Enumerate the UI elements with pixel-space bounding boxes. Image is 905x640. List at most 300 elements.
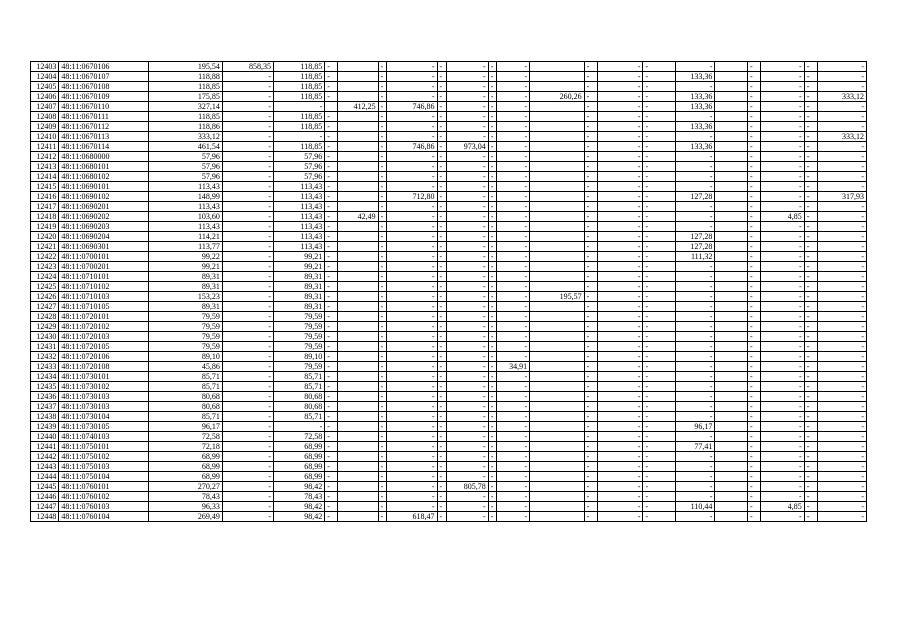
value-cell: - <box>387 442 437 452</box>
table-row <box>31 382 867 392</box>
value-cell: - <box>584 262 597 272</box>
value-cell: - <box>222 122 273 132</box>
table-row <box>31 442 867 452</box>
value-cell: - <box>488 182 497 192</box>
value-cell: - <box>643 92 676 102</box>
value-cell: 110,44 <box>676 502 715 512</box>
value-cell: 79,59 <box>274 312 325 322</box>
row-number-cell: 12443 <box>31 462 59 472</box>
value-cell: 96,17 <box>148 422 222 432</box>
value-cell: - <box>378 502 387 512</box>
value-cell: - <box>378 252 387 262</box>
value-cell <box>338 332 378 342</box>
value-cell: 68,99 <box>274 442 325 452</box>
value-cell <box>338 372 378 382</box>
value-cell: - <box>643 292 676 302</box>
value-cell: 118,86 <box>148 122 222 132</box>
value-cell: - <box>643 102 676 112</box>
value-cell: - <box>437 142 447 152</box>
value-cell: - <box>817 252 866 262</box>
value-cell: - <box>447 152 488 162</box>
value-cell: - <box>676 62 715 72</box>
cadastral-number-cell: 48:11:0720101 <box>59 312 148 322</box>
value-cell: - <box>676 492 715 502</box>
value-cell: - <box>597 122 643 132</box>
value-cell: 79,59 <box>274 362 325 372</box>
value-cell: 195,57 <box>530 292 584 302</box>
value-cell <box>715 342 748 352</box>
value-cell: 85,71 <box>148 372 222 382</box>
value-cell: - <box>488 82 497 92</box>
value-cell: - <box>817 322 866 332</box>
value-cell: - <box>447 332 488 342</box>
value-cell: - <box>325 202 338 212</box>
value-cell: 68,99 <box>274 452 325 462</box>
value-cell <box>338 272 378 282</box>
value-cell: - <box>447 442 488 452</box>
value-cell: - <box>378 272 387 282</box>
value-cell: - <box>488 252 497 262</box>
table-row <box>31 282 867 292</box>
cadastral-number-cell: 48:11:0690301 <box>59 242 148 252</box>
row-number-cell: 12428 <box>31 312 59 322</box>
value-cell: 99,21 <box>274 262 325 272</box>
value-cell: - <box>748 62 761 72</box>
value-cell: 68,99 <box>274 472 325 482</box>
value-cell: - <box>817 392 866 402</box>
value-cell: 103,60 <box>148 212 222 222</box>
value-cell: - <box>222 422 273 432</box>
value-cell: - <box>643 282 676 292</box>
value-cell: - <box>378 242 387 252</box>
value-cell: - <box>597 262 643 272</box>
value-cell <box>715 312 748 322</box>
value-cell: - <box>488 342 497 352</box>
value-cell: - <box>378 402 387 412</box>
row-number-cell: 12409 <box>31 122 59 132</box>
value-cell: - <box>437 182 447 192</box>
value-cell <box>530 122 584 132</box>
value-cell: 175,85 <box>148 92 222 102</box>
value-cell <box>338 362 378 372</box>
row-number-cell: 12435 <box>31 382 59 392</box>
value-cell: 80,68 <box>148 402 222 412</box>
value-cell: - <box>387 342 437 352</box>
value-cell: - <box>447 392 488 402</box>
value-cell: - <box>447 242 488 252</box>
value-cell: - <box>761 152 805 162</box>
value-cell: - <box>437 452 447 462</box>
value-cell <box>715 492 748 502</box>
table-row <box>31 242 867 252</box>
value-cell: - <box>804 402 817 412</box>
value-cell: - <box>437 492 447 502</box>
value-cell: - <box>817 232 866 242</box>
value-cell: - <box>643 112 676 122</box>
value-cell: - <box>761 202 805 212</box>
value-cell: - <box>584 152 597 162</box>
value-cell: - <box>597 332 643 342</box>
value-cell: - <box>497 142 530 152</box>
cadastral-number-cell: 48:11:0670107 <box>59 72 148 82</box>
value-cell: - <box>817 442 866 452</box>
value-cell: - <box>676 382 715 392</box>
cadastral-number-cell: 48:11:0670113 <box>59 132 148 142</box>
value-cell: 133,36 <box>676 122 715 132</box>
value-cell: - <box>325 262 338 272</box>
value-cell: 98,42 <box>274 482 325 492</box>
value-cell: - <box>748 222 761 232</box>
value-cell <box>715 172 748 182</box>
value-cell: - <box>325 382 338 392</box>
value-cell: - <box>497 202 530 212</box>
value-cell: - <box>387 352 437 362</box>
value-cell: - <box>676 472 715 482</box>
value-cell: - <box>222 282 273 292</box>
value-cell: - <box>584 62 597 72</box>
value-cell: - <box>584 282 597 292</box>
value-cell: - <box>817 482 866 492</box>
value-cell: - <box>497 112 530 122</box>
value-cell: - <box>597 82 643 92</box>
value-cell: - <box>325 72 338 82</box>
value-cell: - <box>676 402 715 412</box>
value-cell: - <box>597 442 643 452</box>
value-cell: - <box>378 172 387 182</box>
value-cell: - <box>597 102 643 112</box>
row-number-cell: 12413 <box>31 162 59 172</box>
value-cell: - <box>748 72 761 82</box>
value-cell: - <box>748 432 761 442</box>
value-cell: - <box>804 482 817 492</box>
value-cell: - <box>817 472 866 482</box>
value-cell: - <box>748 202 761 212</box>
value-cell: 270,27 <box>148 482 222 492</box>
cadastral-number-cell: 48:11:0750104 <box>59 472 148 482</box>
value-cell: - <box>748 472 761 482</box>
value-cell: - <box>387 112 437 122</box>
value-cell: - <box>761 442 805 452</box>
value-cell: - <box>643 352 676 362</box>
value-cell <box>530 302 584 312</box>
value-cell: - <box>378 232 387 242</box>
value-cell: - <box>222 202 273 212</box>
value-cell: 85,71 <box>148 382 222 392</box>
value-cell: - <box>447 512 488 522</box>
value-cell: - <box>488 222 497 232</box>
cadastral-number-cell: 48:11:0670110 <box>59 102 148 112</box>
value-cell: - <box>748 462 761 472</box>
table-row <box>31 252 867 262</box>
value-cell: - <box>676 372 715 382</box>
value-cell: - <box>584 132 597 142</box>
value-cell: - <box>387 282 437 292</box>
table-row <box>31 372 867 382</box>
value-cell: - <box>488 72 497 82</box>
value-cell: - <box>497 282 530 292</box>
value-cell: - <box>804 292 817 302</box>
cadastral-number-cell: 48:11:0690102 <box>59 192 148 202</box>
value-cell: 111,32 <box>676 252 715 262</box>
value-cell: - <box>497 182 530 192</box>
table-row <box>31 262 867 272</box>
value-cell: - <box>676 512 715 522</box>
value-cell: - <box>643 242 676 252</box>
value-cell: - <box>804 202 817 212</box>
value-cell: 57,96 <box>274 172 325 182</box>
value-cell: - <box>643 202 676 212</box>
value-cell: - <box>643 192 676 202</box>
value-cell: - <box>676 212 715 222</box>
value-cell: - <box>447 222 488 232</box>
row-number-cell: 12431 <box>31 342 59 352</box>
value-cell: - <box>378 292 387 302</box>
value-cell: - <box>676 362 715 372</box>
row-number-cell: 12404 <box>31 72 59 82</box>
value-cell <box>530 62 584 72</box>
value-cell <box>715 112 748 122</box>
value-cell: - <box>497 392 530 402</box>
value-cell: - <box>761 402 805 412</box>
value-cell: - <box>437 152 447 162</box>
value-cell <box>338 412 378 422</box>
value-cell: - <box>676 342 715 352</box>
value-cell: - <box>761 242 805 252</box>
value-cell: - <box>378 212 387 222</box>
value-cell <box>338 82 378 92</box>
value-cell: 89,31 <box>274 292 325 302</box>
value-cell: - <box>447 372 488 382</box>
value-cell: - <box>378 432 387 442</box>
value-cell: - <box>222 402 273 412</box>
value-cell: 746,86 <box>387 102 437 112</box>
value-cell: 113,77 <box>148 242 222 252</box>
value-cell <box>715 152 748 162</box>
value-cell: - <box>643 222 676 232</box>
value-cell: - <box>387 72 437 82</box>
row-number-cell: 12433 <box>31 362 59 372</box>
value-cell: - <box>497 212 530 222</box>
value-cell <box>530 182 584 192</box>
value-cell: - <box>584 422 597 432</box>
row-number-cell: 12440 <box>31 432 59 442</box>
table-row <box>31 122 867 132</box>
value-cell <box>715 132 748 142</box>
value-cell <box>530 272 584 282</box>
value-cell: - <box>378 482 387 492</box>
value-cell: - <box>643 322 676 332</box>
value-cell: - <box>817 182 866 192</box>
value-cell: - <box>378 72 387 82</box>
value-cell: 89,31 <box>148 302 222 312</box>
value-cell: - <box>761 362 805 372</box>
value-cell: - <box>325 282 338 292</box>
value-cell: 72,58 <box>274 432 325 442</box>
value-cell: - <box>488 392 497 402</box>
value-cell: - <box>488 62 497 72</box>
value-cell: - <box>817 142 866 152</box>
value-cell: - <box>804 312 817 322</box>
value-cell: 113,43 <box>148 182 222 192</box>
value-cell: 113,43 <box>274 242 325 252</box>
value-cell <box>530 72 584 82</box>
value-cell: - <box>378 142 387 152</box>
value-cell: - <box>804 462 817 472</box>
value-cell: - <box>748 412 761 422</box>
value-cell: - <box>325 122 338 132</box>
value-cell: - <box>804 412 817 422</box>
value-cell: 96,33 <box>148 502 222 512</box>
value-cell <box>530 492 584 502</box>
value-cell <box>338 292 378 302</box>
value-cell: - <box>804 182 817 192</box>
value-cell: - <box>761 352 805 362</box>
value-cell: - <box>488 102 497 112</box>
value-cell: - <box>584 242 597 252</box>
value-cell: - <box>804 62 817 72</box>
row-number-cell: 12430 <box>31 332 59 342</box>
value-cell: - <box>497 302 530 312</box>
value-cell: 4,85 <box>761 212 805 222</box>
value-cell <box>715 72 748 82</box>
value-cell: - <box>748 192 761 202</box>
value-cell: - <box>804 452 817 462</box>
value-cell: - <box>761 312 805 322</box>
value-cell <box>530 282 584 292</box>
value-cell: - <box>748 122 761 132</box>
value-cell: 333,12 <box>817 132 866 142</box>
value-cell: 45,86 <box>148 362 222 372</box>
value-cell: 57,96 <box>274 152 325 162</box>
value-cell: - <box>584 252 597 262</box>
value-cell <box>530 212 584 222</box>
value-cell: - <box>761 122 805 132</box>
value-cell: 72,18 <box>148 442 222 452</box>
value-cell: - <box>325 432 338 442</box>
value-cell: - <box>387 272 437 282</box>
value-cell: - <box>325 312 338 322</box>
value-cell: - <box>447 352 488 362</box>
value-cell: 113,43 <box>274 212 325 222</box>
value-cell: - <box>761 472 805 482</box>
value-cell: - <box>748 372 761 382</box>
value-cell: 113,43 <box>274 232 325 242</box>
value-cell: - <box>497 502 530 512</box>
cadastral-number-cell: 48:11:0670109 <box>59 92 148 102</box>
table-row <box>31 512 867 522</box>
value-cell: - <box>676 222 715 232</box>
value-cell: - <box>584 232 597 242</box>
value-cell <box>338 282 378 292</box>
value-cell: - <box>748 262 761 272</box>
value-cell: - <box>748 442 761 452</box>
value-cell: - <box>761 512 805 522</box>
value-cell <box>338 262 378 272</box>
value-cell: 133,36 <box>676 102 715 112</box>
value-cell: - <box>497 382 530 392</box>
value-cell: - <box>437 292 447 302</box>
value-cell: - <box>488 142 497 152</box>
cadastral-number-cell: 48:11:0720106 <box>59 352 148 362</box>
value-cell: - <box>804 512 817 522</box>
row-number-cell: 12421 <box>31 242 59 252</box>
value-cell: - <box>488 282 497 292</box>
value-cell: - <box>447 82 488 92</box>
value-cell: - <box>437 322 447 332</box>
value-cell: - <box>488 202 497 212</box>
value-cell: - <box>597 162 643 172</box>
value-cell: 113,43 <box>148 202 222 212</box>
value-cell: - <box>325 192 338 202</box>
value-cell: - <box>488 372 497 382</box>
value-cell <box>715 352 748 362</box>
value-cell: - <box>497 262 530 272</box>
value-cell: 127,28 <box>676 192 715 202</box>
value-cell: - <box>488 432 497 442</box>
value-cell: - <box>447 192 488 202</box>
value-cell: - <box>387 252 437 262</box>
value-cell <box>338 242 378 252</box>
value-cell: - <box>748 132 761 142</box>
value-cell: - <box>761 462 805 472</box>
value-cell: - <box>325 272 338 282</box>
value-cell: - <box>676 272 715 282</box>
value-cell: 153,23 <box>148 292 222 302</box>
value-cell: - <box>804 222 817 232</box>
value-cell <box>715 332 748 342</box>
value-cell: - <box>447 422 488 432</box>
value-cell: - <box>584 462 597 472</box>
cadastral-number-cell: 48:11:0670114 <box>59 142 148 152</box>
table-row <box>31 472 867 482</box>
value-cell: - <box>325 412 338 422</box>
value-cell: - <box>643 372 676 382</box>
value-cell <box>715 372 748 382</box>
table-row <box>31 412 867 422</box>
value-cell: - <box>437 402 447 412</box>
row-number-cell: 12412 <box>31 152 59 162</box>
value-cell: - <box>748 252 761 262</box>
value-cell: 89,10 <box>148 352 222 362</box>
table-row <box>31 222 867 232</box>
value-cell: - <box>437 192 447 202</box>
value-cell: - <box>804 342 817 352</box>
value-cell: - <box>676 322 715 332</box>
value-cell: - <box>222 192 273 202</box>
value-cell: - <box>804 82 817 92</box>
value-cell: - <box>222 502 273 512</box>
value-cell: - <box>497 232 530 242</box>
value-cell: - <box>676 112 715 122</box>
value-cell: - <box>761 392 805 402</box>
value-cell: - <box>748 112 761 122</box>
value-cell: - <box>378 202 387 212</box>
value-cell <box>715 272 748 282</box>
value-cell: - <box>222 292 273 302</box>
value-cell: - <box>497 292 530 302</box>
value-cell: - <box>222 272 273 282</box>
value-cell: - <box>437 392 447 402</box>
cadastral-number-cell: 48:11:0730102 <box>59 382 148 392</box>
cadastral-number-cell: 48:11:0700101 <box>59 252 148 262</box>
row-number-cell: 12427 <box>31 302 59 312</box>
value-cell: - <box>497 172 530 182</box>
value-cell: - <box>497 272 530 282</box>
value-cell: - <box>761 452 805 462</box>
value-cell: - <box>222 412 273 422</box>
value-cell: - <box>378 492 387 502</box>
value-cell: - <box>378 382 387 392</box>
